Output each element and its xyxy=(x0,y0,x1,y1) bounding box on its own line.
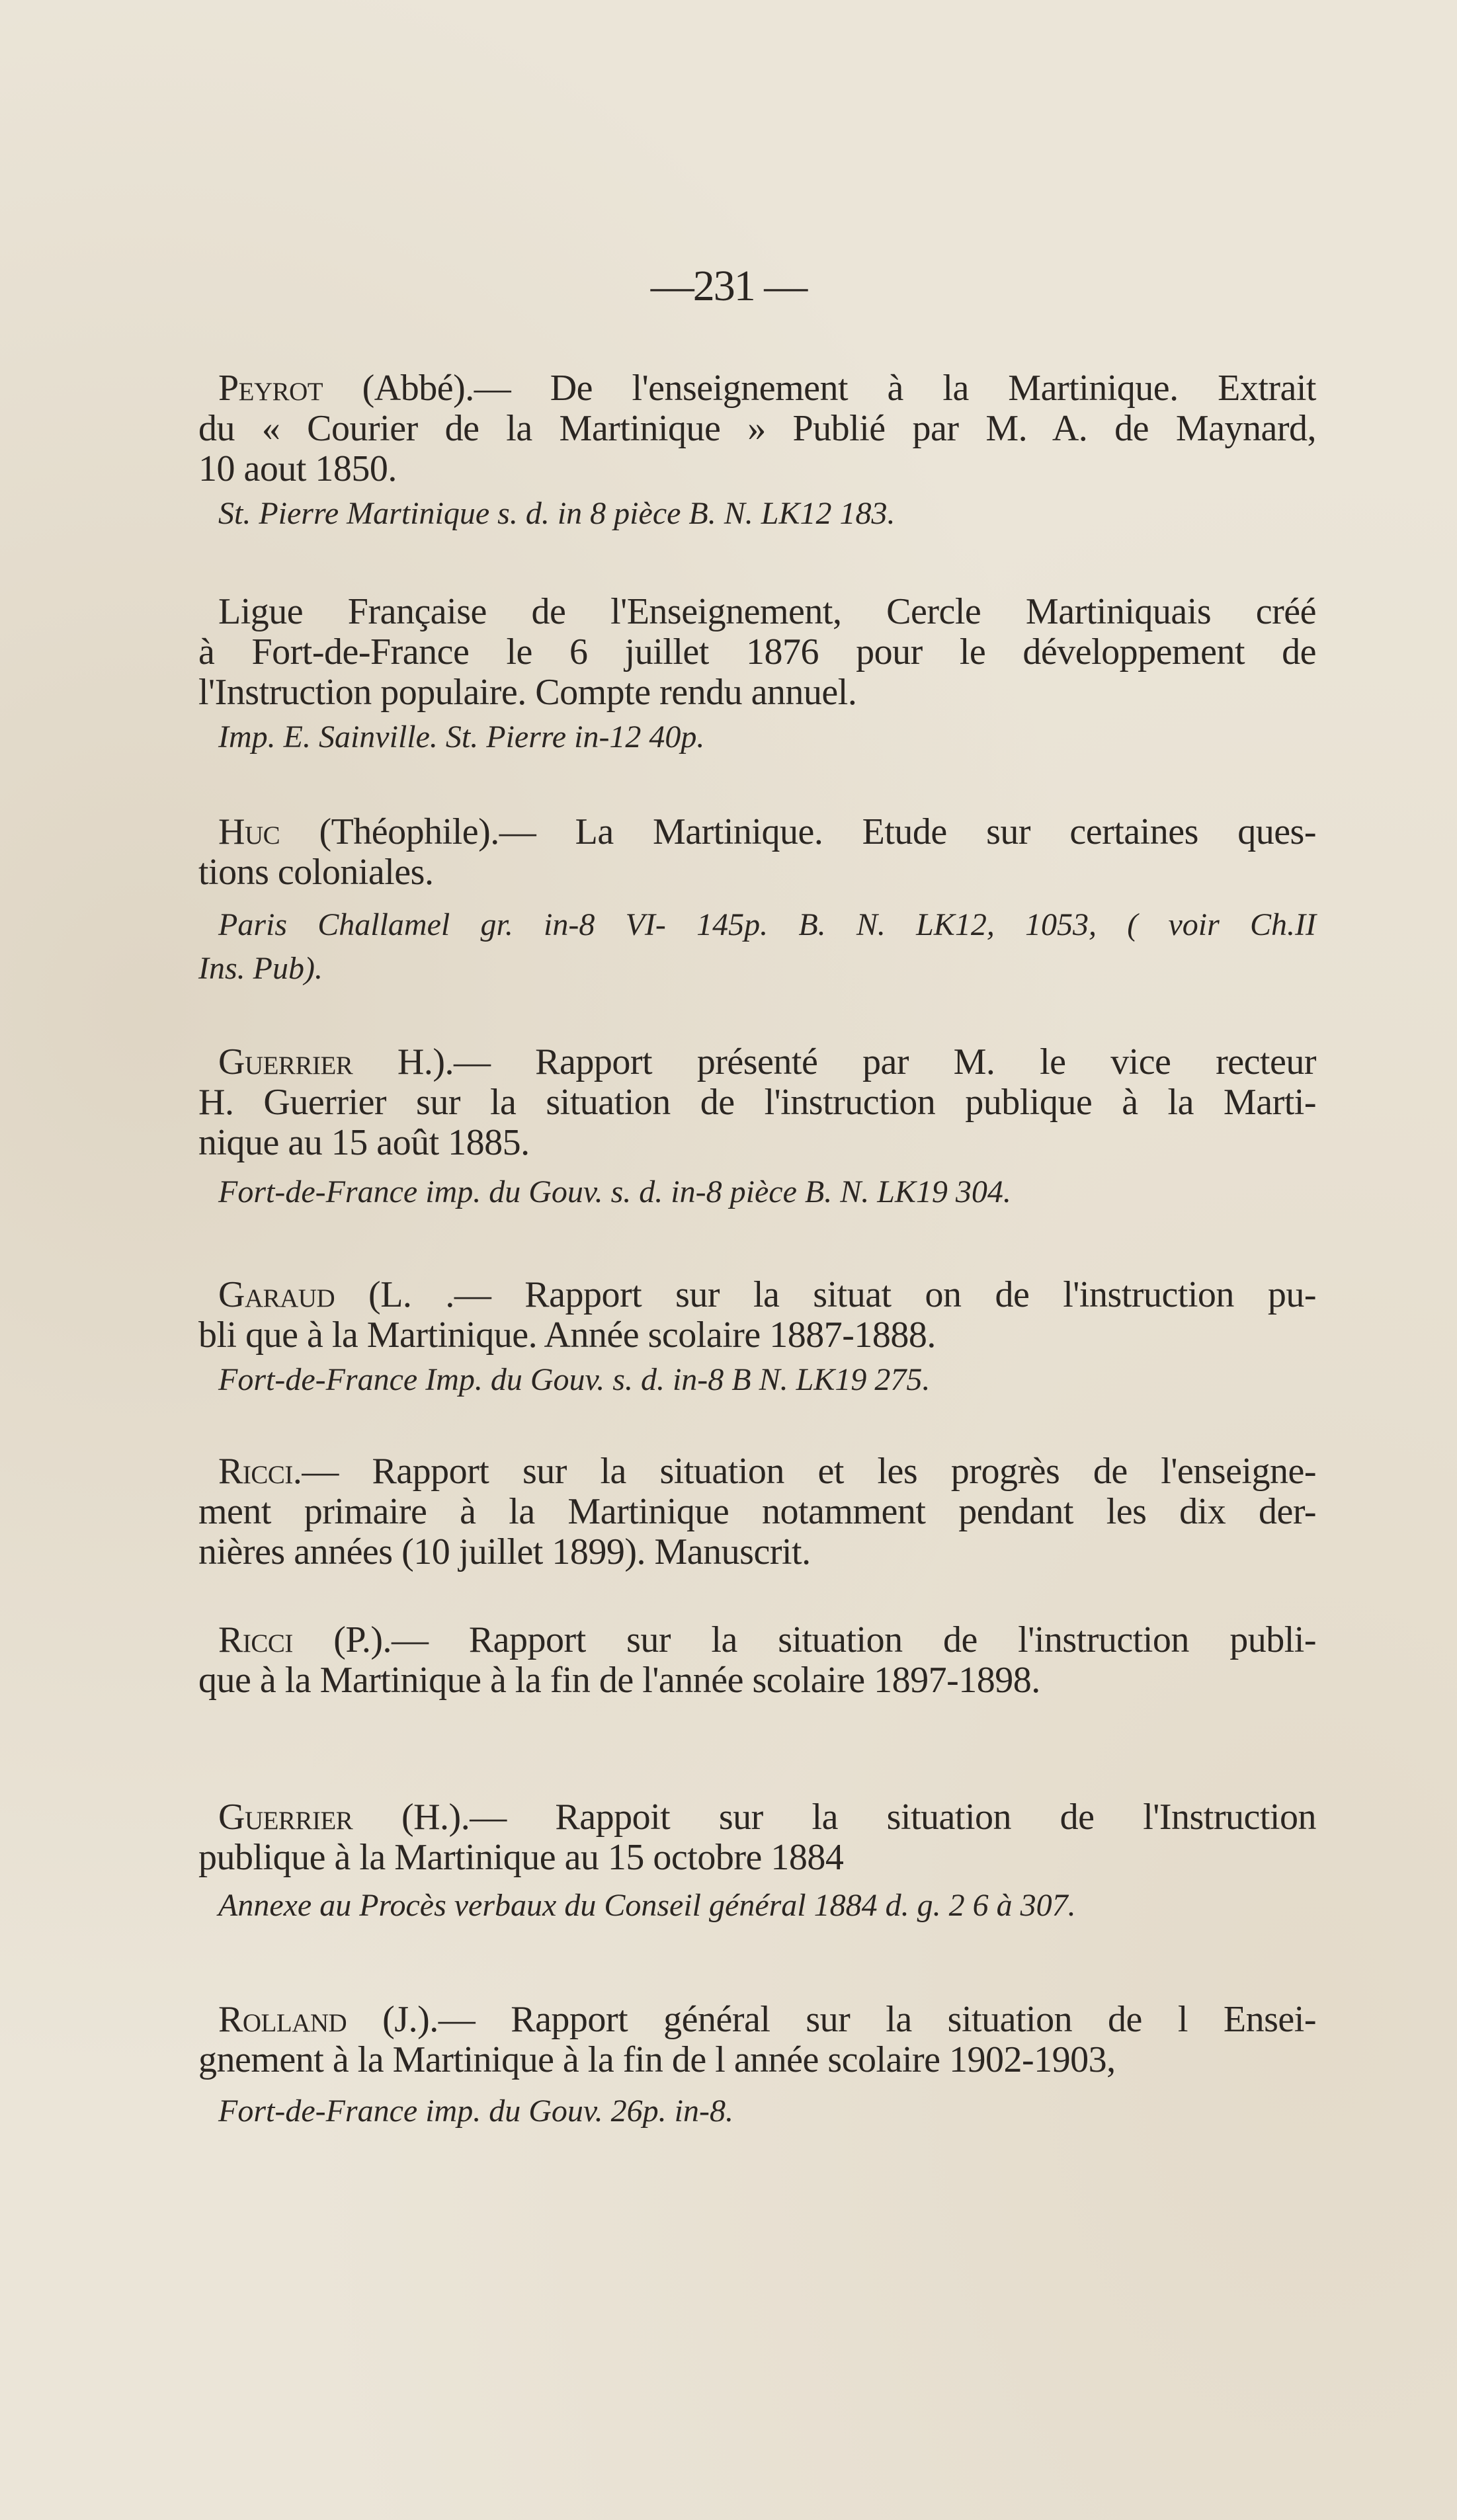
entry-text: tions coloniales. xyxy=(198,852,434,893)
entry-text-line xyxy=(198,631,1316,673)
entry-text-line xyxy=(218,1041,1316,1083)
page-number: —231 — xyxy=(650,262,807,310)
entry-text: que à la Martinique à la fin de l'année scolaire 1897-1898. xyxy=(198,1660,1040,1701)
entry-text: nique au 15 août 1885. xyxy=(198,1122,530,1163)
entry-citation: Ins. Pub). xyxy=(198,951,323,986)
entry-text-line xyxy=(198,1531,1316,1573)
author-name: Ricci xyxy=(218,1619,293,1660)
entry-text-line xyxy=(198,1490,1316,1533)
entry-text: ment primaire à la Martinique notamment pendant les dix der- xyxy=(198,1491,1316,1532)
entry-text: (P.).— Rapport sur la situation de l'instruction publi- xyxy=(292,1619,1316,1660)
author-name: Rolland xyxy=(218,1999,347,2040)
entry-text: .— Rapport sur la situation et les progrès de l'enseigne- xyxy=(292,1451,1316,1492)
author-name: Guerrier xyxy=(218,1797,353,1838)
entry-text-line xyxy=(198,1081,1316,1123)
entry-text: publique à la Martinique au 15 octobre 1884 xyxy=(198,1837,844,1878)
entry-citation: Annexe au Procès verbaux du Conseil général 1884 d. g. 2 6 à 307. xyxy=(218,1888,1076,1923)
author-name: Peyrot xyxy=(218,368,323,409)
entry-citation: Fort-de-France imp. du Gouv. 26p. in-8. xyxy=(218,2093,733,2129)
entry-text-line xyxy=(218,1998,1316,2041)
entry-text: gnement à la Martinique à la fin de l année scolaire 1902-1903, xyxy=(198,2039,1116,2080)
author-name: Ricci xyxy=(218,1451,293,1492)
entry-text-line xyxy=(198,851,1316,893)
entry-text: Ligue Française de l'Enseignement, Cercle Martiniquais créé xyxy=(218,591,1316,632)
entry-text-line xyxy=(198,1836,1316,1879)
entry-text-line xyxy=(198,671,1316,713)
entry-citation: Fort-de-France imp. du Gouv. s. d. in-8 pièce B. N. LK19 304. xyxy=(218,1174,1011,1209)
entry-text: (Théophile).— La Martinique. Etude sur certaines ques- xyxy=(280,811,1316,852)
entry-text: H.).— Rapport présenté par M. le vice recteur xyxy=(353,1041,1316,1082)
entry-text-line xyxy=(218,1796,1316,1838)
entry-text: nières années (10 juillet 1899). Manuscrit. xyxy=(198,1531,811,1572)
author-name: Huc xyxy=(218,811,280,852)
entry-text-line xyxy=(198,1121,1316,1164)
entry-citation: Paris Challamel gr. in-8 VI- 145p. B. N. LK12, 1053, ( voir Ch.II xyxy=(218,907,1316,942)
entry-text: 10 aout 1850. xyxy=(198,448,397,489)
entry-text: H. Guerrier sur la situation de l'instruction publique à la Marti- xyxy=(198,1082,1316,1123)
entry-text-line xyxy=(218,1274,1316,1316)
entry-text-line xyxy=(198,1314,1316,1356)
entry-citation: Fort-de-France Imp. du Gouv. s. d. in-8 B N. LK19 275. xyxy=(218,1362,931,1397)
entry-text: bli que à la Martinique. Année scolaire 1887-1888. xyxy=(198,1315,936,1356)
entry-text-line xyxy=(218,590,1316,633)
entry-text-line xyxy=(198,2039,1316,2081)
entry-text: du « Courier de la Martinique » Publié par M. A. de Maynard, xyxy=(198,408,1316,449)
entry-text-line xyxy=(198,1659,1316,1701)
entry-text-line xyxy=(218,1619,1316,1661)
entry-citation: St. Pierre Martinique s. d. in 8 pièce B. N. LK12 183. xyxy=(218,496,895,531)
entry-text-line xyxy=(198,407,1316,450)
entry-text: (J.).— Rapport général sur la situation de l Ensei- xyxy=(347,1999,1316,2040)
entry-text: (Abbé).— De l'enseignement à la Martinique. Extrait xyxy=(323,368,1316,409)
author-name: Guerrier xyxy=(218,1041,353,1082)
entry-text-line xyxy=(198,448,1316,490)
entry-text: (L. .— Rapport sur la situat on de l'instruction pu- xyxy=(335,1274,1316,1315)
entry-text: l'Instruction populaire. Compte rendu annuel. xyxy=(198,672,857,713)
entry-text-line xyxy=(218,811,1316,853)
author-name: Garaud xyxy=(218,1274,335,1315)
entry-text-line xyxy=(218,1450,1316,1492)
entry-citation: Imp. E. Sainville. St. Pierre in-12 40p. xyxy=(218,719,705,754)
entry-text: (H.).— Rappoit sur la situation de l'Instruction xyxy=(353,1797,1316,1838)
entry-text-line xyxy=(218,367,1316,409)
entry-text: à Fort-de-France le 6 juillet 1876 pour le développement de xyxy=(198,631,1316,672)
